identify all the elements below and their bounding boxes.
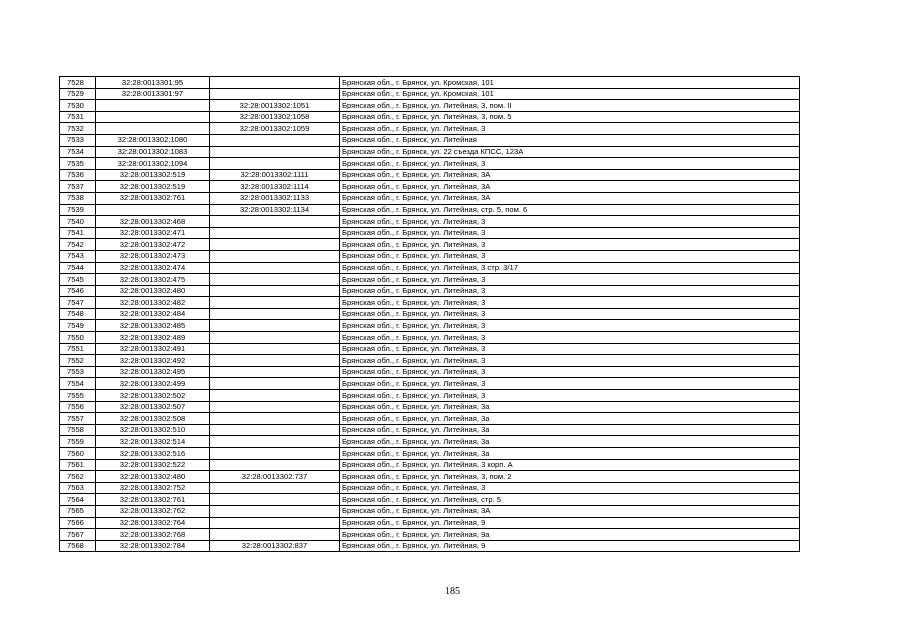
parent-cadastral-number-cell — [210, 343, 340, 355]
address-cell: Брянская обл., г. Брянск, ул. Литейная, стр. 5 — [340, 494, 800, 506]
address-cell: Брянская обл., г. Брянск, ул. Литейная, 3 — [340, 250, 800, 262]
parent-cadastral-number-cell: 32:28:0013302:737 — [210, 471, 340, 483]
address-cell: Брянская обл., г. Брянск, ул. Литейная, 3 — [340, 343, 800, 355]
table-row — [60, 192, 800, 204]
parent-cadastral-number-cell — [210, 88, 340, 100]
table-row — [60, 262, 800, 274]
registry-table-body — [60, 77, 800, 552]
table-row — [60, 355, 800, 367]
cadastral-number-cell — [96, 204, 210, 216]
parent-cadastral-number-cell — [210, 77, 340, 89]
row-number-cell: 7547 — [60, 297, 96, 309]
cadastral-number-cell: 32:28:0013302:752 — [96, 482, 210, 494]
row-number-cell: 7558 — [60, 424, 96, 436]
cadastral-number-cell: 32:28:0013302:1094 — [96, 158, 210, 170]
row-number-cell: 7567 — [60, 529, 96, 541]
table-row — [60, 297, 800, 309]
parent-cadastral-number-cell — [210, 517, 340, 529]
address-cell: Брянская обл., г. Брянск, ул. Литейная, 3А — [340, 192, 800, 204]
cadastral-number-cell: 32:28:0013302:1080 — [96, 134, 210, 146]
row-number-cell: 7565 — [60, 505, 96, 517]
address-cell: Брянская обл., г. Брянск, ул. Литейная, 3А — [340, 181, 800, 193]
cadastral-number-cell: 32:28:0013302:516 — [96, 448, 210, 460]
address-cell: Брянская обл., г. Брянск, ул. Литейная, 3 — [340, 366, 800, 378]
table-row — [60, 482, 800, 494]
table-row — [60, 88, 800, 100]
row-number-cell: 7549 — [60, 320, 96, 332]
registry-table — [59, 76, 800, 552]
parent-cadastral-number-cell — [210, 274, 340, 286]
table-row — [60, 401, 800, 413]
row-number-cell: 7566 — [60, 517, 96, 529]
parent-cadastral-number-cell — [210, 262, 340, 274]
table-row — [60, 123, 800, 135]
row-number-cell: 7561 — [60, 459, 96, 471]
row-number-cell: 7529 — [60, 88, 96, 100]
table-row — [60, 158, 800, 170]
address-cell: Брянская обл., г. Брянск, ул. Литейная, стр. 5, пом. 6 — [340, 204, 800, 216]
row-number-cell: 7530 — [60, 100, 96, 112]
parent-cadastral-number-cell — [210, 146, 340, 158]
table-row — [60, 378, 800, 390]
row-number-cell: 7539 — [60, 204, 96, 216]
row-number-cell: 7556 — [60, 401, 96, 413]
parent-cadastral-number-cell: 32:28:0013302:1058 — [210, 111, 340, 123]
table-row — [60, 239, 800, 251]
address-cell: Брянская обл., г. Брянск, ул. Литейная, 3 стр. 3/17 — [340, 262, 800, 274]
address-cell: Брянская обл., г. Брянск, ул. Литейная, 9а — [340, 529, 800, 541]
cadastral-number-cell: 32:28:0013302:492 — [96, 355, 210, 367]
address-cell: Брянская обл., г. Брянск, ул. Литейная, 3А — [340, 169, 800, 181]
cadastral-number-cell: 32:28:0013302:519 — [96, 169, 210, 181]
table-row — [60, 250, 800, 262]
address-cell: Брянская обл., г. Брянск, ул. Литейная, 3 — [340, 297, 800, 309]
cadastral-number-cell: 32:28:0013302:491 — [96, 343, 210, 355]
parent-cadastral-number-cell — [210, 448, 340, 460]
address-cell: Брянская обл., г. Брянск, ул. Кромская, 101 — [340, 88, 800, 100]
cadastral-number-cell — [96, 123, 210, 135]
cadastral-number-cell: 32:28:0013302:495 — [96, 366, 210, 378]
address-cell: Брянская обл., г. Брянск, ул. Литейная, 3 — [340, 332, 800, 344]
row-number-cell: 7562 — [60, 471, 96, 483]
cadastral-number-cell: 32:28:0013302:482 — [96, 297, 210, 309]
row-number-cell: 7550 — [60, 332, 96, 344]
row-number-cell: 7543 — [60, 250, 96, 262]
parent-cadastral-number-cell — [210, 390, 340, 402]
parent-cadastral-number-cell — [210, 308, 340, 320]
cadastral-number-cell: 32:28:0013301:97 — [96, 88, 210, 100]
cadastral-number-cell: 32:28:0013302:761 — [96, 494, 210, 506]
table-row — [60, 181, 800, 193]
row-number-cell: 7544 — [60, 262, 96, 274]
table-row — [60, 204, 800, 216]
address-cell: Брянская обл., г. Брянск, ул. Литейная, 3А — [340, 505, 800, 517]
parent-cadastral-number-cell — [210, 378, 340, 390]
parent-cadastral-number-cell — [210, 459, 340, 471]
page-number: 185 — [445, 586, 460, 597]
parent-cadastral-number-cell — [210, 158, 340, 170]
cadastral-number-cell — [96, 100, 210, 112]
cadastral-number-cell: 32:28:0013302:502 — [96, 390, 210, 402]
table-row — [60, 459, 800, 471]
cadastral-number-cell: 32:28:0013302:1083 — [96, 146, 210, 158]
cadastral-number-cell: 32:28:0013302:472 — [96, 239, 210, 251]
cadastral-number-cell: 32:28:0013301:95 — [96, 77, 210, 89]
cadastral-number-cell: 32:28:0013302:473 — [96, 250, 210, 262]
parent-cadastral-number-cell — [210, 355, 340, 367]
cadastral-number-cell: 32:28:0013302:519 — [96, 181, 210, 193]
address-cell: Брянская обл., г. Брянск, ул. Литейная, 3 — [340, 285, 800, 297]
row-number-cell: 7533 — [60, 134, 96, 146]
row-number-cell: 7532 — [60, 123, 96, 135]
address-cell: Брянская обл., г. Брянск, ул. Литейная — [340, 134, 800, 146]
address-cell: Брянская обл., г. Брянск, ул. Литейная, 3а — [340, 401, 800, 413]
table-row — [60, 366, 800, 378]
parent-cadastral-number-cell — [210, 250, 340, 262]
cadastral-number-cell: 32:28:0013302:522 — [96, 459, 210, 471]
row-number-cell: 7557 — [60, 413, 96, 425]
address-cell: Брянская обл., г. Брянск, ул. Литейная, 3 — [340, 239, 800, 251]
address-cell: Брянская обл., г. Брянск, ул. Литейная, 9 — [340, 517, 800, 529]
cadastral-number-cell: 32:28:0013302:474 — [96, 262, 210, 274]
cadastral-number-cell: 32:28:0013302:508 — [96, 413, 210, 425]
row-number-cell: 7564 — [60, 494, 96, 506]
table-row — [60, 471, 800, 483]
table-row — [60, 216, 800, 228]
parent-cadastral-number-cell — [210, 401, 340, 413]
row-number-cell: 7535 — [60, 158, 96, 170]
parent-cadastral-number-cell — [210, 134, 340, 146]
table-row — [60, 332, 800, 344]
address-cell: Брянская обл., г. Брянск, ул. Литейная, 3 — [340, 274, 800, 286]
parent-cadastral-number-cell: 32:28:0013302:1111 — [210, 169, 340, 181]
table-row — [60, 308, 800, 320]
cadastral-number-cell: 32:28:0013302:510 — [96, 424, 210, 436]
row-number-cell: 7536 — [60, 169, 96, 181]
parent-cadastral-number-cell — [210, 482, 340, 494]
parent-cadastral-number-cell — [210, 494, 340, 506]
table-row — [60, 424, 800, 436]
table-row — [60, 320, 800, 332]
row-number-cell: 7560 — [60, 448, 96, 460]
row-number-cell: 7552 — [60, 355, 96, 367]
address-cell: Брянская обл., г. Брянск, ул. Литейная, 3, пом. 5 — [340, 111, 800, 123]
address-cell: Брянская обл., г. Брянск, ул. Литейная, 3 корп. А — [340, 459, 800, 471]
row-number-cell: 7563 — [60, 482, 96, 494]
address-cell: Брянская обл., г. Брянск, ул. Литейная, 3 — [340, 158, 800, 170]
parent-cadastral-number-cell: 32:28:0013302:837 — [210, 540, 340, 552]
cadastral-number-cell: 32:28:0013302:471 — [96, 227, 210, 239]
table-row — [60, 146, 800, 158]
row-number-cell: 7531 — [60, 111, 96, 123]
table-row — [60, 448, 800, 460]
parent-cadastral-number-cell — [210, 505, 340, 517]
address-cell: Брянская обл., г. Брянск, ул. Литейная, 3 — [340, 320, 800, 332]
table-row — [60, 436, 800, 448]
cadastral-number-cell: 32:28:0013302:484 — [96, 308, 210, 320]
address-cell: Брянская обл., г. Брянск, ул. Литейная, 3а — [340, 436, 800, 448]
parent-cadastral-number-cell: 32:28:0013302:1134 — [210, 204, 340, 216]
parent-cadastral-number-cell — [210, 285, 340, 297]
parent-cadastral-number-cell — [210, 320, 340, 332]
table-row — [60, 529, 800, 541]
row-number-cell: 7554 — [60, 378, 96, 390]
table-row — [60, 169, 800, 181]
row-number-cell: 7551 — [60, 343, 96, 355]
address-cell: Брянская обл., г. Брянск, ул. Литейная, 3а — [340, 424, 800, 436]
parent-cadastral-number-cell — [210, 366, 340, 378]
table-row — [60, 134, 800, 146]
row-number-cell: 7559 — [60, 436, 96, 448]
row-number-cell: 7541 — [60, 227, 96, 239]
table-row — [60, 517, 800, 529]
table-row — [60, 390, 800, 402]
parent-cadastral-number-cell — [210, 332, 340, 344]
parent-cadastral-number-cell — [210, 239, 340, 251]
parent-cadastral-number-cell: 32:28:0013302:1051 — [210, 100, 340, 112]
address-cell: Брянская обл., г. Брянск, ул. Литейная, 3 — [340, 482, 800, 494]
table-row — [60, 540, 800, 552]
row-number-cell: 7553 — [60, 366, 96, 378]
row-number-cell: 7546 — [60, 285, 96, 297]
address-cell: Брянская обл., г. Брянск, ул. 22 съезда КПСС, 123А — [340, 146, 800, 158]
address-cell: Брянская обл., г. Брянск, ул. Литейная, 3 — [340, 355, 800, 367]
address-cell: Брянская обл., г. Брянск, ул. Литейная, 3, пом. 2 — [340, 471, 800, 483]
table-row — [60, 77, 800, 89]
address-cell: Брянская обл., г. Брянск, ул. Кромская, 101 — [340, 77, 800, 89]
address-cell: Брянская обл., г. Брянск, ул. Литейная, 3 — [340, 378, 800, 390]
table-row — [60, 111, 800, 123]
cadastral-number-cell: 32:28:0013302:507 — [96, 401, 210, 413]
table-row — [60, 100, 800, 112]
table-row — [60, 494, 800, 506]
cadastral-number-cell: 32:28:0013302:764 — [96, 517, 210, 529]
table-row — [60, 227, 800, 239]
table-row — [60, 343, 800, 355]
table-row — [60, 413, 800, 425]
cadastral-number-cell: 32:28:0013302:761 — [96, 192, 210, 204]
parent-cadastral-number-cell: 32:28:0013302:1133 — [210, 192, 340, 204]
row-number-cell: 7568 — [60, 540, 96, 552]
cadastral-number-cell: 32:28:0013302:475 — [96, 274, 210, 286]
row-number-cell: 7528 — [60, 77, 96, 89]
cadastral-number-cell: 32:28:0013302:514 — [96, 436, 210, 448]
parent-cadastral-number-cell — [210, 216, 340, 228]
cadastral-number-cell: 32:28:0013302:784 — [96, 540, 210, 552]
parent-cadastral-number-cell — [210, 297, 340, 309]
cadastral-number-cell: 32:28:0013302:480 — [96, 285, 210, 297]
table-row — [60, 285, 800, 297]
address-cell: Брянская обл., г. Брянск, ул. Литейная, 9 — [340, 540, 800, 552]
address-cell: Брянская обл., г. Брянск, ул. Литейная, 3а — [340, 448, 800, 460]
parent-cadastral-number-cell: 32:28:0013302:1059 — [210, 123, 340, 135]
row-number-cell: 7545 — [60, 274, 96, 286]
address-cell: Брянская обл., г. Брянск, ул. Литейная, 3 — [340, 216, 800, 228]
cadastral-number-cell: 32:28:0013302:499 — [96, 378, 210, 390]
address-cell: Брянская обл., г. Брянск, ул. Литейная, 3а — [340, 413, 800, 425]
row-number-cell: 7538 — [60, 192, 96, 204]
address-cell: Брянская обл., г. Брянск, ул. Литейная, 3 — [340, 227, 800, 239]
parent-cadastral-number-cell — [210, 227, 340, 239]
address-cell: Брянская обл., г. Брянск, ул. Литейная, 3 — [340, 308, 800, 320]
cadastral-number-cell: 32:28:0013302:480 — [96, 471, 210, 483]
address-cell: Брянская обл., г. Брянск, ул. Литейная, 3, пом. II — [340, 100, 800, 112]
parent-cadastral-number-cell — [210, 436, 340, 448]
row-number-cell: 7542 — [60, 239, 96, 251]
cadastral-number-cell: 32:28:0013302:768 — [96, 529, 210, 541]
address-cell: Брянская обл., г. Брянск, ул. Литейная, 3 — [340, 123, 800, 135]
cadastral-number-cell: 32:28:0013302:489 — [96, 332, 210, 344]
row-number-cell: 7534 — [60, 146, 96, 158]
cadastral-number-cell — [96, 111, 210, 123]
parent-cadastral-number-cell — [210, 424, 340, 436]
parent-cadastral-number-cell — [210, 529, 340, 541]
parent-cadastral-number-cell — [210, 413, 340, 425]
cadastral-number-cell: 32:28:0013302:762 — [96, 505, 210, 517]
cadastral-number-cell: 32:28:0013302:468 — [96, 216, 210, 228]
row-number-cell: 7548 — [60, 308, 96, 320]
cadastral-number-cell: 32:28:0013302:485 — [96, 320, 210, 332]
parent-cadastral-number-cell: 32:28:0013302:1114 — [210, 181, 340, 193]
row-number-cell: 7540 — [60, 216, 96, 228]
row-number-cell: 7537 — [60, 181, 96, 193]
table-row — [60, 505, 800, 517]
address-cell: Брянская обл., г. Брянск, ул. Литейная, 3 — [340, 390, 800, 402]
table-row — [60, 274, 800, 286]
row-number-cell: 7555 — [60, 390, 96, 402]
